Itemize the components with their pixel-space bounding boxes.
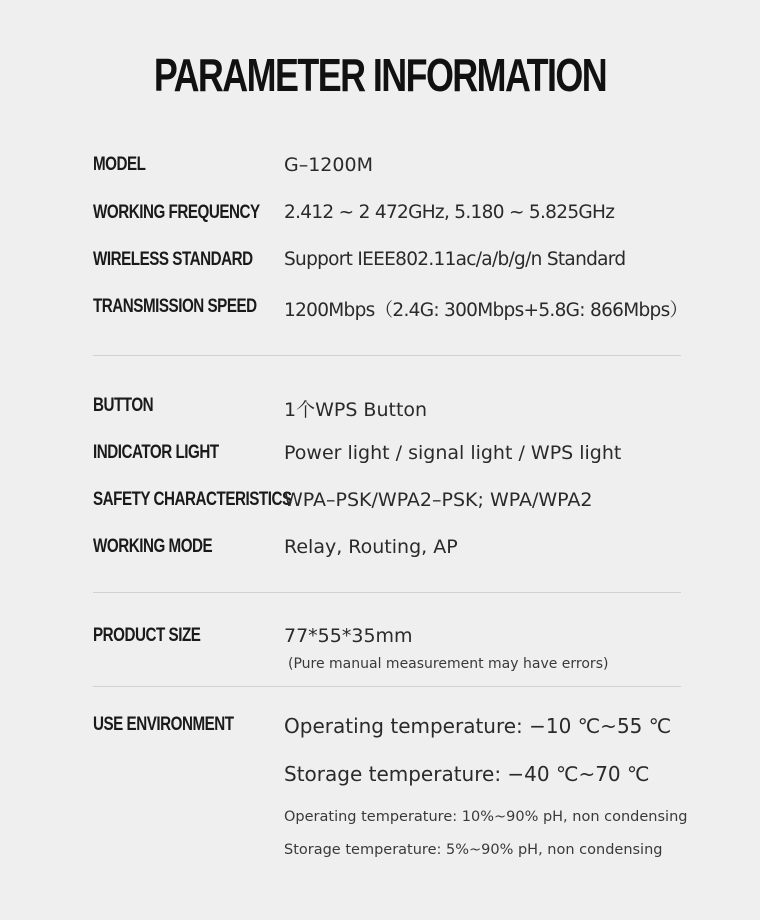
param-value: WPA–PSK/WPA2–PSK; WPA/WPA2 [284, 489, 593, 511]
param-label: MODEL [93, 154, 146, 175]
param-label: BUTTON [93, 395, 154, 416]
param-value: 77*55*35mm [284, 625, 413, 647]
page-title: PARAMETER INFORMATION [153, 49, 607, 101]
param-value: G–1200M [284, 154, 373, 176]
param-label: PRODUCT SIZE [93, 625, 201, 646]
param-label: TRANSMISSION SPEED [93, 296, 257, 317]
param-label: SAFETY CHARACTERISTICS [93, 489, 292, 510]
param-value: Relay, Routing, AP [284, 536, 458, 558]
param-label: WIRELESS STANDARD [93, 249, 253, 270]
param-label: USE ENVIRONMENT [93, 714, 234, 735]
section-divider [93, 592, 681, 593]
param-value: 2.412 ~ 2 472GHz, 5.180 ~ 5.825GHz [284, 202, 615, 223]
section-divider [93, 686, 681, 687]
param-value: Power light / signal light / WPS light [284, 442, 622, 464]
measurement-note: (Pure manual measurement may have errors) [288, 656, 609, 672]
param-value: 1200Mbps（2.4G: 300Mbps+5.8G: 866Mbps） [284, 300, 688, 321]
param-label: INDICATOR LIGHT [93, 442, 219, 463]
storage-humidity: Storage temperature: 5%~90% pH, non condensing [284, 842, 663, 858]
operating-humidity: Operating temperature: 10%~90% pH, non condensing [284, 809, 688, 825]
operating-temperature: Operating temperature: −10 ℃~55 ℃ [284, 714, 672, 738]
storage-temperature: Storage temperature: −40 ℃~70 ℃ [284, 762, 650, 786]
param-label: WORKING FREQUENCY [93, 202, 260, 223]
param-value: Support IEEE802.11ac/a/b/g/n Standard [284, 249, 626, 270]
param-label: WORKING MODE [93, 536, 213, 557]
section-divider [93, 355, 681, 356]
param-value: 1个WPS Button [284, 399, 428, 421]
